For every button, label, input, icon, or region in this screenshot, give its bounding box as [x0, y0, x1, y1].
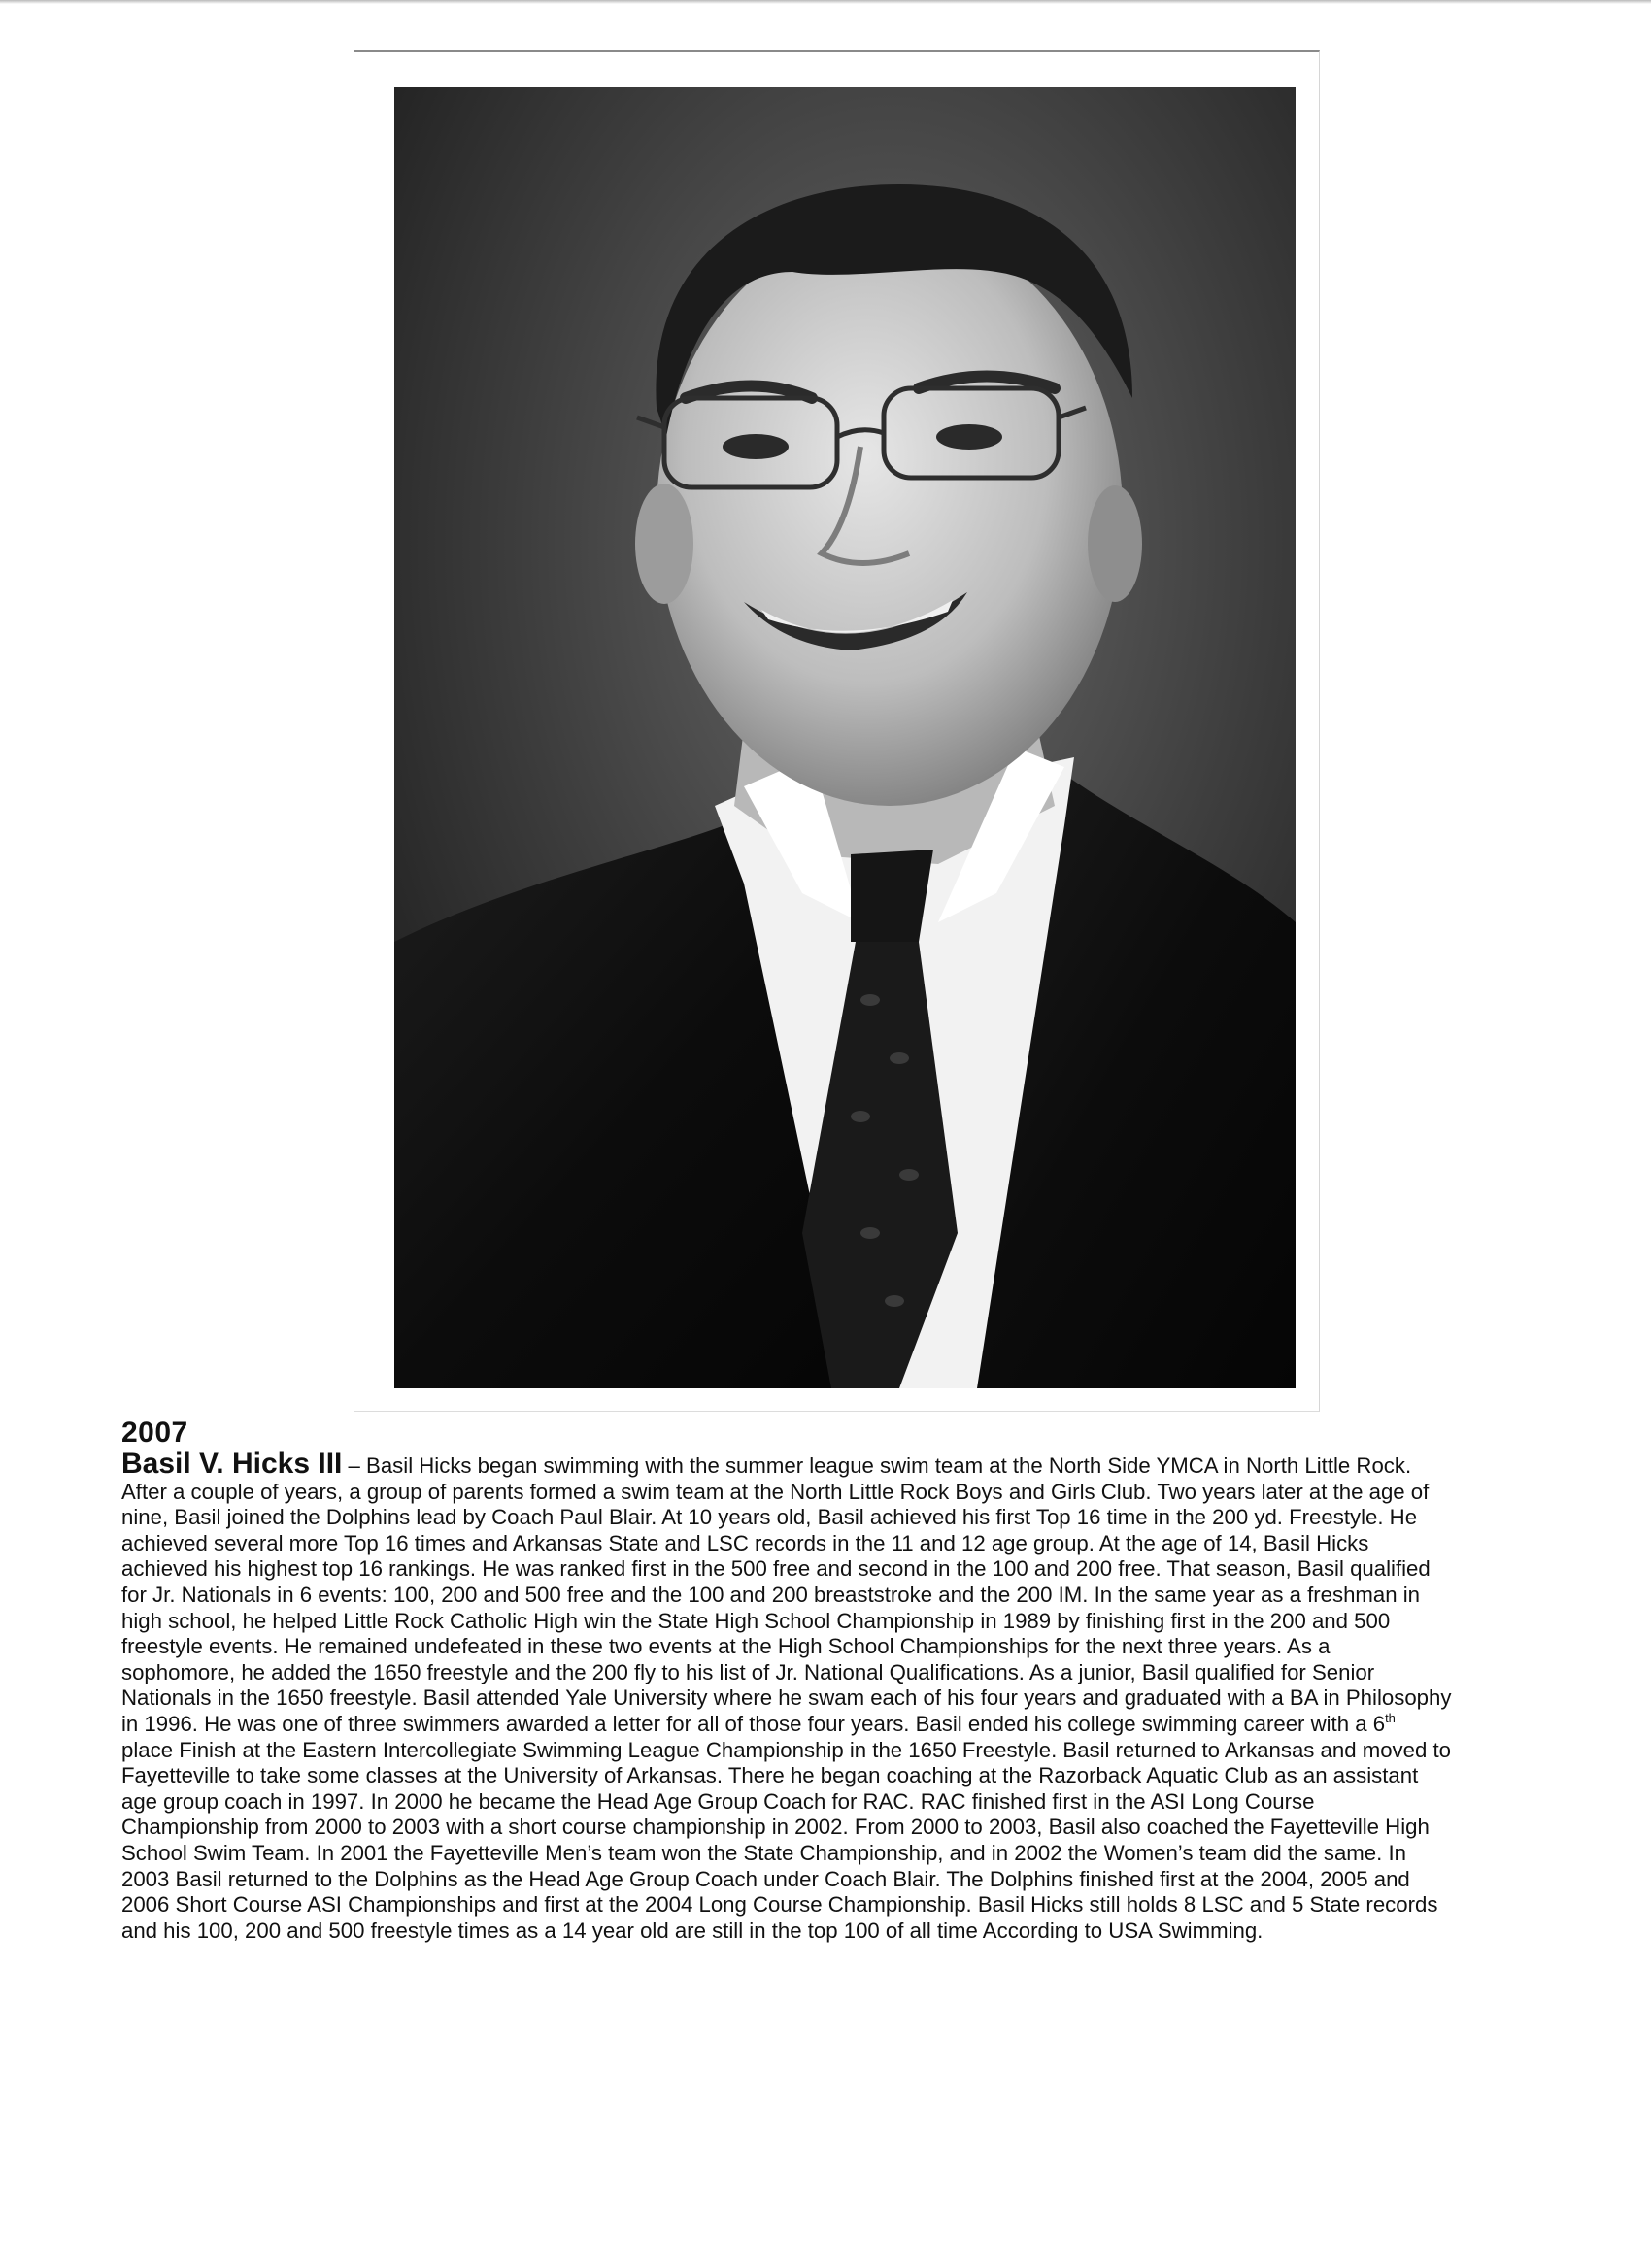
biography — [121, 1448, 1632, 1944]
bio-line-6: for Jr. Nationals in 6 events: 100, 200 and 500 free and the 100 and 200 breaststroke and the 200 IM. In the same year as a freshman in — [121, 1582, 1421, 1607]
induction-year: 2007 — [121, 1417, 188, 1449]
eye-right — [936, 424, 1002, 450]
face — [657, 223, 1123, 806]
bio-line-1: Basil Hicks began swimming with the summer league swim team at the North Side YMCA in North Little Rock. — [366, 1453, 1412, 1478]
bio-line-3: nine, Basil joined the Dolphins lead by Coach Paul Blair. At 10 years old, Basil achieved his first Top 16 time in the 200 yd. Freestyle. He — [121, 1505, 1418, 1530]
bio-line-9: sophomore, he added the 1650 freestyle and the 200 fly to his list of Jr. National Qualifications. As a junior, Basil qualified for Senior — [121, 1659, 1375, 1684]
bio-line-10: Nationals in the 1650 freestyle. Basil attended Yale University where he swam each of his four years and graduated with a BA in Philosophy — [121, 1685, 1452, 1711]
bio-line-4: achieved several more Top 16 times and Arkansas State and LSC records in the 11 and 12 age group. At the age of 14, Basil Hicks — [121, 1530, 1369, 1555]
portrait-photo — [394, 87, 1296, 1388]
bio-line-7: high school, he helped Little Rock Catholic High win the State High School Championship in 1989 by finishing first in the 200 and 500 — [121, 1608, 1391, 1633]
bio-line-8: freestyle events. He remained undefeated in these two events at the High School Championships for the next three years. As a — [121, 1634, 1331, 1659]
eye-left — [723, 434, 789, 459]
bio-line-2: After a couple of years, a group of parents formed a swim team at the North Little Rock Boys and Girls Club. Two years later at the age of — [121, 1479, 1430, 1504]
ear-left — [635, 484, 693, 604]
tie-knot — [851, 850, 933, 942]
bio-line-12: place Finish at the Eastern Intercollegiate Swimming League Championship in the 1650 Freestyle. Basil returned to Arkansas and moved to — [121, 1737, 1451, 1762]
bio-line-11: in 1996. He was one of three swimmers awarded a letter for all of those four years. Basil ended his college swimming career with a 6 — [121, 1711, 1386, 1736]
bio-line-15: Championship from 2000 to 2003 with a short course championship in 2002. From 2000 to 2003, Basil also coached the Fayetteville High — [121, 1815, 1430, 1840]
bio-line-13: Fayetteville to take some classes at the University of Arkansas. There he began coaching at the Razorback Aquatic Club as an assistant — [121, 1763, 1419, 1788]
bio-line-18: 2006 Short Course ASI Championships and first at the 2004 Long Course Championship. Basil Hicks still holds 8 LSC and 5 State records — [121, 1892, 1438, 1918]
ear-right — [1088, 485, 1142, 602]
bio-line-19: and his 100, 200 and 500 freestyle times as a 14 year old are still in the top 100 of all time According to USA Swimming. — [121, 1918, 1264, 1943]
inductee-name: Basil V. Hicks III — [121, 1448, 343, 1480]
name-separator: – — [342, 1453, 367, 1478]
bio-line-17: 2003 Basil returned to the Dolphins as the Head Age Group Coach under Coach Blair. The Dolphins finished first at the 2004, 2005 and — [121, 1866, 1410, 1891]
scan-edge — [0, 0, 1651, 4]
bio-line-5: achieved his highest top 16 rankings. He was ranked first in the 500 free and second in the 100 and 200 free. That season, Basil qualified — [121, 1556, 1431, 1582]
superscript-th: th — [1385, 1710, 1396, 1725]
bio-line-16: School Swim Team. In 2001 the Fayetteville Men’s team won the State Championship, and in 2002 the Women’s team did the same. In — [121, 1840, 1406, 1865]
bio-line-14: age group coach in 1997. In 2000 he became the Head Age Group Coach for RAC. RAC finished first in the ASI Long Course — [121, 1788, 1315, 1814]
portrait-illustration — [394, 87, 1296, 1388]
